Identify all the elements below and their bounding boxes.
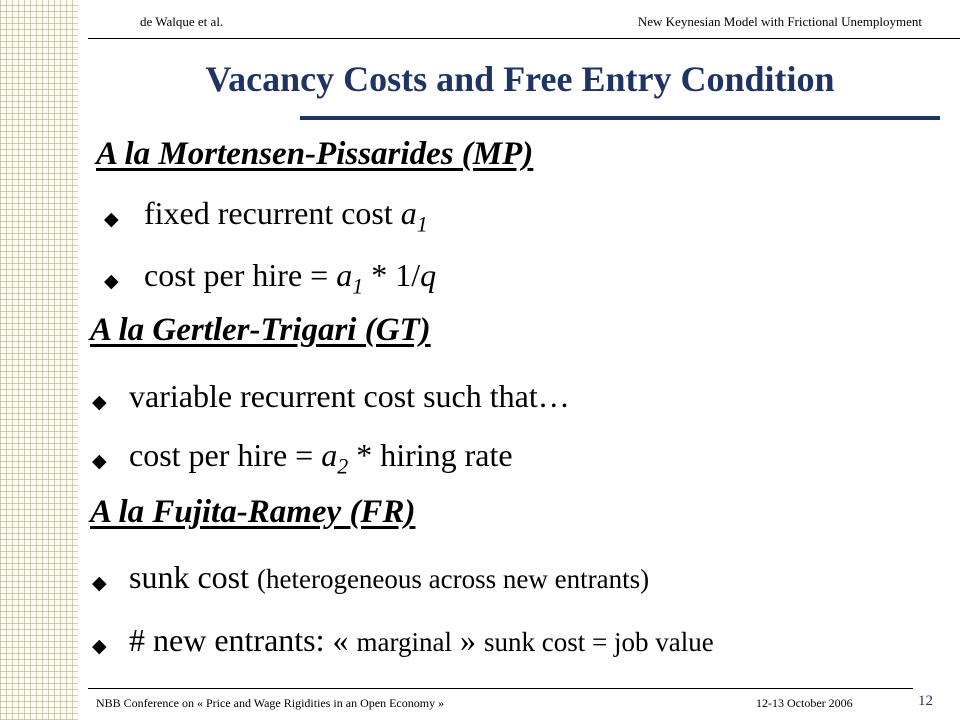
title-underline-rule	[300, 116, 940, 120]
header-divider	[88, 38, 960, 39]
slide-title: Vacancy Costs and Free Entry Condition	[205, 59, 835, 99]
diamond-bullet-icon: ◆	[104, 271, 119, 292]
diamond-bullet-icon: ◆	[92, 392, 107, 413]
diamond-bullet-icon: ◆	[104, 209, 119, 230]
diamond-bullet-icon: ◆	[92, 636, 107, 657]
bullet-text: # new entrants: « marginal » sunk cost = job value	[129, 622, 714, 658]
footer-divider	[88, 688, 913, 689]
header-paper-title: New Keynesian Model with Frictional Unemployment	[637, 14, 922, 29]
bullet-text: variable recurrent cost such that…	[129, 378, 570, 414]
bullet-text: fixed recurrent cost $a_1$	[144, 195, 428, 237]
bullet-text: cost per hire = $a_1 * 1/q$	[144, 257, 437, 299]
section-heading-gt: A la Gertler-Trigari (GT)	[90, 312, 431, 348]
decorative-left-strip	[0, 0, 78, 720]
section-heading-mp: A la Mortensen-Pissarides (MP)	[96, 136, 534, 172]
header-authors: de Walque et al.	[140, 14, 224, 29]
bullet-text: sunk cost (heterogeneous across new entrants)	[129, 559, 650, 595]
footer-conference: NBB Conference on « Price and Wage Rigidities in an Open Economy »	[96, 696, 445, 710]
diamond-bullet-icon: ◆	[92, 451, 107, 472]
page-number: 12	[918, 693, 933, 709]
section-heading-fr: A la Fujita-Ramey (FR)	[90, 494, 416, 530]
footer-date: 12-13 October 2006	[756, 696, 853, 710]
diamond-bullet-icon: ◆	[92, 573, 107, 594]
bullet-text: cost per hire = $a_2$ * hiring rate	[129, 437, 513, 479]
